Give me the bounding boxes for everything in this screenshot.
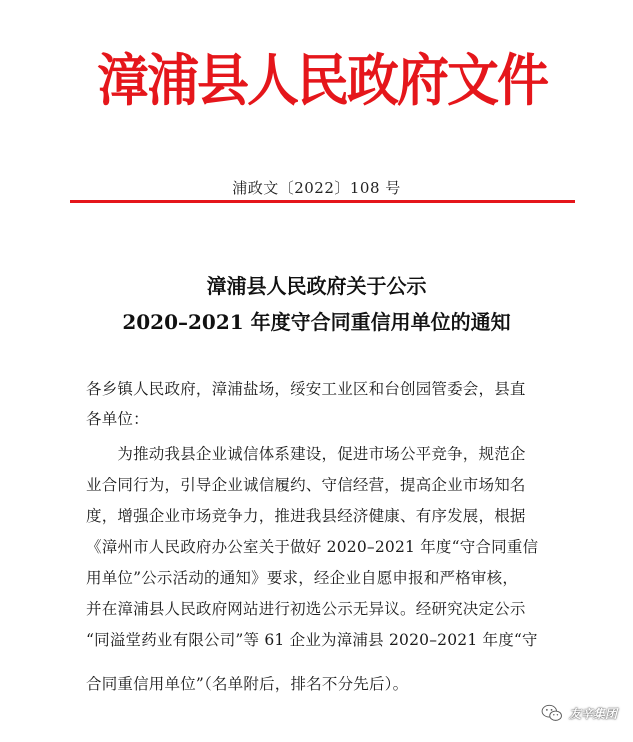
watermark-text: 友辛集团 [568,706,617,721]
wechat-icon [541,704,563,722]
document-number: 浦政文〔2022〕108 号 [232,179,401,197]
body-paragraph-line: 为推动我县企业诚信体系建设，促进市场公平竞争，规范企 [86,445,526,463]
watermark [541,704,617,722]
body-paragraph-line: “同溢堂药业有限公司”等 61 企业为漳浦县 2020–2021 年度“守 [86,631,538,649]
body-paragraph-line: 业合同行为，引导企业诚信履约、守信经营，提高企业市场知名 [86,476,526,494]
notice-title-line-1: 漳浦县人民政府关于公示 [206,274,427,298]
body-paragraph-line: 度，增强企业市场竞争力，推进我县经济健康、有序发展，根据 [86,507,526,525]
body-paragraph-line: 并在漳浦县人民政府网站进行初选公示无异议。经研究决定公示 [86,600,526,618]
notice-title-line-2: 2020–2021 年度守合同重信用单位的通知 [122,310,511,334]
body-paragraph-line: 用单位”公示活动的通知》要求，经企业自愿申报和严格审核， [86,569,519,587]
body-paragraph-line: 《漳州市人民政府办公室关于做好 2020–2021 年度“守合同重信 [86,538,539,556]
document-header-title: 漳浦县人民政府文件 [96,48,547,115]
red-separator-rule [70,200,575,203]
body-paragraph-line: 各单位： [86,409,149,428]
body-paragraph-line: 各乡镇人民政府，漳浦盐场，绥安工业区和台创园管委会，县直 [86,380,526,398]
body-paragraph-line: 合同重信用单位”（名单附后，排名不分先后）。 [86,675,409,693]
